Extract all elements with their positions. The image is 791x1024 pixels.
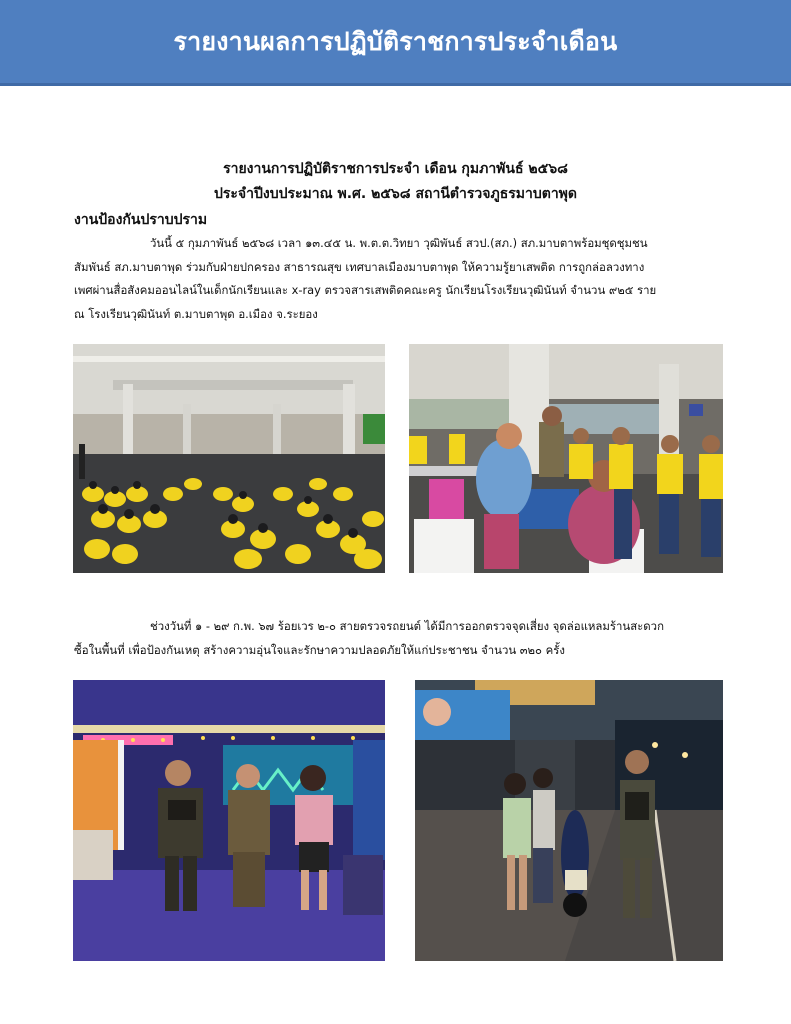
header-banner bbox=[0, 0, 791, 86]
report-subtitle: ประจำปีงบประมาณ พ.ศ. ๒๕๖๘ สถานีตำรวจภูธรมาบตาพุด bbox=[213, 186, 578, 202]
drug-testing-desk-photo bbox=[409, 344, 723, 573]
paragraph-line: วันนี้ ๕ กุมภาพันธ์ ๒๕๖๘ เวลา ๑๓.๔๕ น. พ.ต.ต.วิทยา วุฒิพันธ์ สวป.(สภ.) สภ.มาบตาพร้อมชุดชุมชน bbox=[150, 236, 648, 250]
paragraph-line: สัมพันธ์ สภ.มาบตาพุด ร่วมกับฝ่ายปกครอง สาธารณสุข เทศบาลเมืองมาบตาพุด ให้ความรู้ยาเสพติด การถูกล่อลวงทาง bbox=[74, 259, 645, 274]
banner-title: รายงานผลการปฏิบัติราชการประจำเดือน bbox=[173, 26, 618, 56]
paragraph-line: ซื้อในพื้นที่ เพื่อป้องกันเหตุ สร้างความอุ่นใจและรักษาความปลอดภัยให้แก่ประชาชน จำนวน ๓๒๐ ครั้ง bbox=[74, 642, 565, 657]
paragraph-line: ช่วงวันที่ ๑ - ๒๙ ก.พ. ๖๗ ร้อยเวร ๒-๐ สายตรวจรถยนต์ ได้มีการออกตรวจจุดเสี่ยง จุดล่อแหลมร้านสะดวก bbox=[150, 619, 664, 633]
paragraph-patrol-activity bbox=[74, 615, 724, 662]
paragraph-line: เพศผ่านสื่อสังคมออนไลน์ในเด็กนักเรียนและ x-ray ตรวจสารเสพติดคณะครู นักเรียนโรงเรียนวุฒินันท์ จำนวน ๙๒๕ ราย bbox=[74, 283, 657, 297]
paragraph-school-activity bbox=[74, 232, 724, 326]
street-patrol-checkpoint-photo bbox=[415, 680, 723, 961]
students-assembly-hall-photo bbox=[73, 344, 385, 573]
paragraph-line: ณ โรงเรียนวุฒินันท์ ต.มาบตาพุด อ.เมือง จ.ระยอง bbox=[74, 306, 318, 321]
section-heading: งานป้องกันปราบปราม bbox=[74, 212, 208, 228]
night-patrol-storefront-photo bbox=[73, 680, 385, 961]
report-title: รายงานการปฏิบัติราชการประจำ เดือน กุมภาพันธ์ ๒๕๖๘ bbox=[223, 161, 568, 177]
